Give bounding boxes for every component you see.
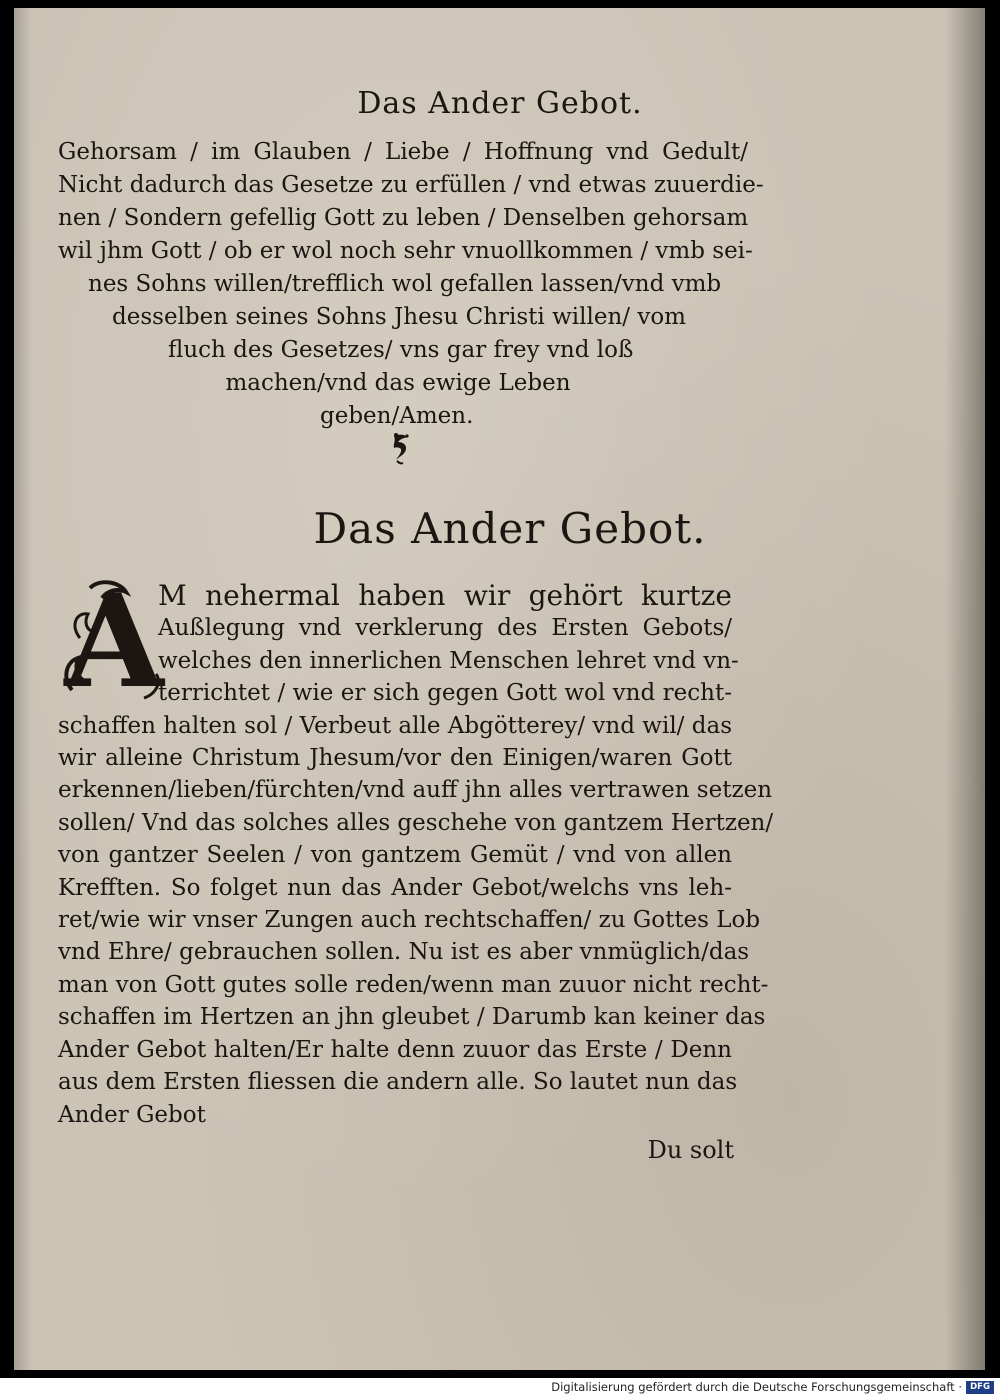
- body-paragraph: [58, 579, 774, 1131]
- funding-notice: Digitalisierung gefördert durch die Deutsche Forschungsgemeinschaft ·: [551, 1380, 962, 1394]
- footer-bar: [0, 1378, 1000, 1398]
- text-line: Nicht dadurch das Gesetze zu erfüllen / vnd etwas zuuerdie-: [58, 172, 764, 198]
- dfg-logo-icon: DFG: [966, 1381, 994, 1394]
- closing-paragraph: [58, 136, 764, 433]
- page-edge-shadow: [945, 8, 985, 1370]
- text-line: fluch des Gesetzes/ vns gar frey vnd loß: [168, 337, 634, 363]
- page-gutter-shadow: [14, 8, 32, 1370]
- text-line: schaffen im Hertzen an jhn gleubet / Darumb kan keiner das: [58, 1004, 766, 1031]
- text-line: Gehorsam / im Glauben / Liebe / Hoffnung vnd Gedult/: [58, 139, 748, 165]
- text-line: sollen/ Vnd das solches alles geschehe von gantzem Hertzen/: [58, 809, 774, 836]
- text-line: erkennen/lieben/fürchten/vnd auff jhn alles vertrawen setzen: [58, 777, 773, 804]
- running-head: Das Ander Gebot.: [357, 86, 643, 121]
- text-line: ret/wie wir vnser Zungen auch rechtschaffen/ zu Gottes Lob: [58, 907, 761, 934]
- text-line: vnd Ehre/ gebrauchen sollen. Nu ist es aber vnmüglich/das: [58, 939, 750, 966]
- text-line: geben/Amen.: [320, 403, 474, 429]
- text-line: wil jhm Gott / ob er wol noch sehr vnuollkommen / vmb sei-: [58, 238, 753, 264]
- text-line: nes Sohns willen/trefflich wol gefallen lassen/vnd vmb: [88, 271, 722, 297]
- text-line: welches den innerlichen Menschen lehret vnd vn-: [158, 647, 739, 674]
- text-line: desselben seines Sohns Jhesu Christi willen/ vom: [112, 304, 686, 330]
- section-title: Das Ander Gebot.: [313, 504, 707, 553]
- text-line: Ander Gebot halten/Er halte denn zuuor das Erste / Denn: [58, 1036, 732, 1063]
- text-line: Ander Gebot: [58, 1101, 206, 1128]
- initial-letter: A: [64, 567, 164, 717]
- text-line: machen/vnd das ewige Leben: [225, 370, 571, 396]
- text-line: terrichtet / wie er sich gegen Gott wol vnd recht-: [158, 680, 732, 707]
- text-line: man von Gott gutes solle reden/wenn man zuuor nicht recht-: [58, 971, 769, 998]
- text-line: wir alleine Christum Jhesum/vor den Einigen/waren Gott: [58, 745, 732, 772]
- text-line: nen / Sondern gefellig Gott zu leben / Denselben gehorsam: [58, 205, 749, 231]
- text-line: von gantzer Seelen / von gantzem Gemüt / vnd von allen: [58, 842, 732, 869]
- text-line: Außlegung vnd verklerung des Ersten Gebots/: [158, 615, 732, 642]
- fleuron-icon: [388, 432, 414, 466]
- text-line: Krefften. So folget nun das Ander Gebot/welchs vns leh-: [58, 874, 732, 901]
- text-line: aus dem Ersten fliessen die andern alle. So lautet nun das: [58, 1069, 738, 1096]
- text-line: M nehermal haben wir gehört kurtze: [158, 579, 732, 612]
- catchword: Du solt: [647, 1136, 734, 1164]
- text-line: schaffen halten sol / Verbeut alle Abgötterey/ vnd wil/ das: [58, 712, 732, 739]
